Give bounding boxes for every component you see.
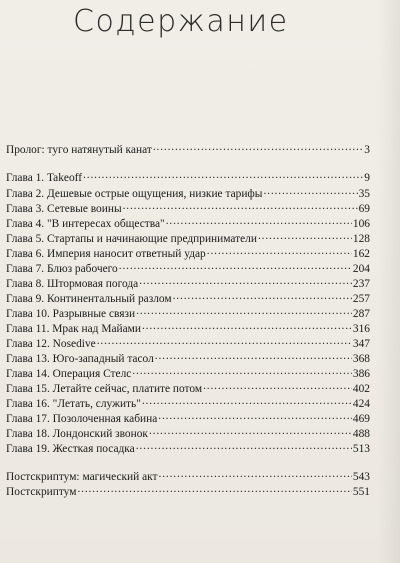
- toc-leader-dots: [77, 483, 351, 495]
- toc-leader-dots: [159, 468, 352, 480]
- toc-entry: [6, 350, 370, 364]
- toc-leader-dots: [173, 290, 352, 302]
- toc-entry-title: Глава 6. Империя наносит ответный удар: [6, 248, 206, 260]
- toc-entry: [6, 185, 370, 199]
- toc-entry-page: 402: [352, 383, 370, 395]
- toc-entry: [6, 305, 370, 319]
- toc-entry-page: 488: [352, 428, 370, 440]
- toc-entry: [6, 290, 370, 304]
- toc-entry-page: 347: [352, 338, 370, 350]
- toc-leader-dots: [123, 200, 358, 212]
- toc-entry-page: 69: [358, 203, 370, 215]
- toc-leader-dots: [207, 245, 352, 257]
- toc-entry: [6, 245, 370, 259]
- toc-entry-page: 287: [352, 308, 370, 320]
- toc-leader-dots: [166, 215, 352, 227]
- toc-entry-title: Глава 19. Жесткая посадка: [6, 443, 135, 455]
- toc-entry-title: Глава 8. Штормовая погода: [6, 278, 139, 290]
- toc-entry-page: 513: [352, 443, 370, 455]
- toc-entry: [6, 141, 370, 155]
- toc-entry-page: 35: [358, 188, 370, 200]
- toc-entry-page: 368: [352, 353, 370, 365]
- toc-entry-page: 106: [352, 218, 370, 230]
- toc-entry-page: 424: [352, 398, 370, 410]
- toc-entry-page: 237: [352, 278, 370, 290]
- toc-entry: [6, 425, 370, 439]
- toc-entry-title: Постскриптум: [6, 486, 77, 498]
- toc-leader-dots: [97, 335, 352, 347]
- toc-entry-page: 204: [352, 263, 370, 275]
- toc-entry: [6, 440, 370, 454]
- toc-entry: [6, 260, 370, 274]
- toc-entry-title: Глава 18. Лондонский звонок: [6, 428, 148, 440]
- toc-entry-page: 3: [364, 144, 370, 156]
- toc-entry: [6, 468, 370, 482]
- toc-leader-dots: [119, 260, 352, 272]
- toc-leader-dots: [132, 365, 352, 377]
- toc-leader-dots: [258, 230, 352, 242]
- toc-leader-dots: [136, 305, 352, 317]
- toc-entry-title: Глава 12. Nosedive: [6, 338, 96, 350]
- toc-entry-title: Постскриптум: магический акт: [6, 471, 158, 483]
- toc-entry-page: 386: [352, 368, 370, 380]
- toc-entry-title: Глава 3. Сетевые воины: [6, 203, 122, 215]
- toc-entry-page: 543: [352, 471, 370, 483]
- toc-entry-title: Глава 11. Мрак над Майами: [6, 323, 141, 335]
- toc-entry: [6, 275, 370, 289]
- toc-leader-dots: [153, 141, 363, 153]
- toc-entry-page: 316: [352, 323, 370, 335]
- toc-entry-title: Глава 14. Операция Стелс: [6, 368, 132, 380]
- toc-entry-page: 551: [352, 486, 370, 498]
- toc-entry-title: Глава 17. Позолоченная кабина: [6, 413, 158, 425]
- toc-entry-title: Глава 15. Летайте сейчас, платите потом: [6, 383, 203, 395]
- toc-entry: [6, 320, 370, 334]
- toc-entry: [6, 230, 370, 244]
- toc-entry-title: Глава 9. Континентальный разлом: [6, 293, 172, 305]
- toc-entry: [6, 335, 370, 349]
- toc-leader-dots: [139, 275, 352, 287]
- toc-entry-title: Глава 1. Takeoff: [6, 172, 83, 184]
- toc-entry: [6, 380, 370, 394]
- toc-entry-title: Глава 5. Стартапы и начинающие предприниматели: [6, 233, 257, 245]
- page-title: Содержание: [73, 4, 289, 39]
- toc-entry-title: Глава 13. Юго-западный тасол: [6, 353, 154, 365]
- toc-entry: [6, 169, 370, 183]
- toc-entry: [6, 483, 370, 497]
- toc-leader-dots: [149, 425, 352, 437]
- toc-entry-title: Глава 7. Блюз рабочего: [6, 263, 118, 275]
- toc-entry-title: Глава 16. "Летать, служить": [6, 398, 141, 410]
- page-spine-shadow: [378, 0, 400, 563]
- toc-entry: [6, 410, 370, 424]
- toc-entry-title: Глава 4. "В интересах общества": [6, 218, 165, 230]
- toc-entry: [6, 395, 370, 409]
- toc-entry: [6, 365, 370, 379]
- toc-leader-dots: [142, 320, 352, 332]
- toc-leader-dots: [142, 395, 352, 407]
- toc-leader-dots: [136, 440, 352, 452]
- toc-entry-title: Пролог: тугo натянутый канат: [6, 144, 152, 156]
- toc-entry-page: 257: [352, 293, 370, 305]
- toc-leader-dots: [203, 380, 352, 392]
- toc-leader-dots: [263, 185, 357, 197]
- toc-entry-title: Глава 2. Дешевые острые ощущения, низкие тарифы: [6, 188, 263, 200]
- toc-entry-page: 9: [364, 172, 370, 184]
- toc-entry-page: 162: [352, 248, 370, 260]
- toc-leader-dots: [83, 169, 363, 181]
- toc-entry-title: Глава 10. Разрывные связи: [6, 308, 136, 320]
- toc-entry: [6, 200, 370, 214]
- toc-entry-page: 128: [352, 233, 370, 245]
- toc-entry-page: 469: [352, 413, 370, 425]
- toc-leader-dots: [158, 410, 352, 422]
- toc-entry: [6, 215, 370, 229]
- toc-leader-dots: [155, 350, 352, 362]
